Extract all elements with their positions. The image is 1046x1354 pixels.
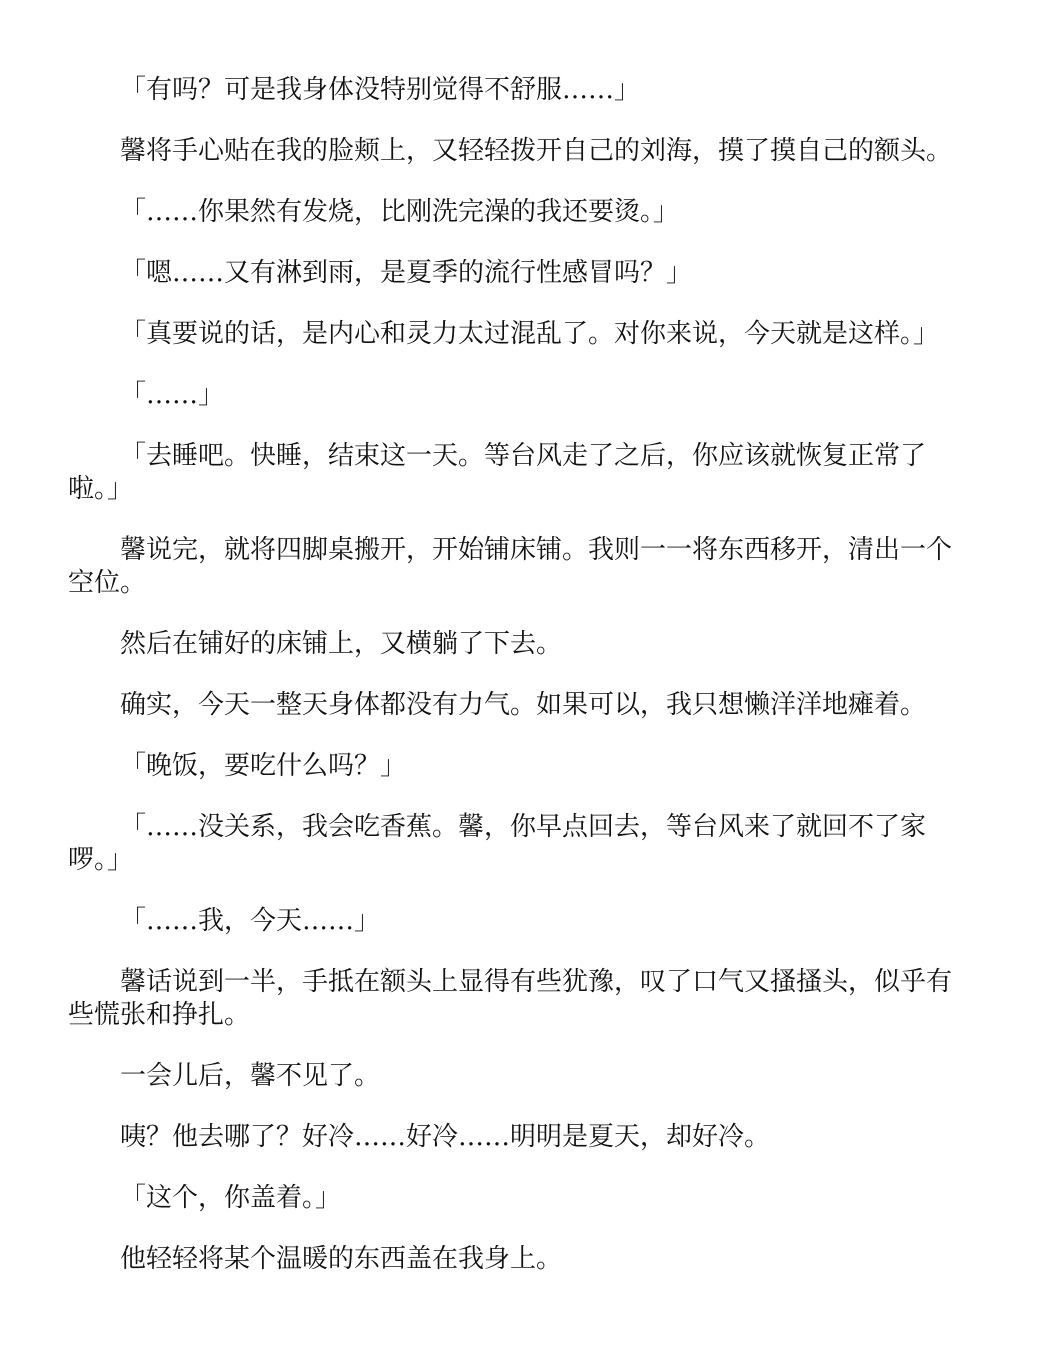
paragraph: 馨说完，就将四脚桌搬开，开始铺床铺。我则一一将东西移开，清出一个空位。 [68,535,953,598]
paragraph: 他轻轻将某个温暖的东西盖在我身上。 [120,1244,563,1274]
paragraph: 确实，今天一整天身体都没有力气。如果可以，我只想懒洋洋地瘫着。 [120,690,927,720]
paragraph: 「这个，你盖着。」 [120,1183,342,1213]
paragraph: 「……我，今天……」 [120,906,381,936]
paragraph: 「真要说的话，是内心和灵力太过混乱了。对你来说，今天就是这样。」 [120,319,940,349]
paragraph: 馨话说到一半，手抵在额头上显得有些犹豫，叹了口气又搔搔头，似乎有些慌张和挣扎。 [68,967,953,1030]
paragraph: 「嗯……又有淋到雨，是夏季的流行性感冒吗？」 [120,258,693,288]
paragraph: 咦？他去哪了？好冷……好冷……明明是夏天，却好冷。 [120,1122,771,1152]
paragraph: 馨将手心贴在我的脸颊上，又轻轻拨开自己的刘海，摸了摸自己的额头。 [120,136,953,166]
paragraph: 「有吗？可是我身体没特别觉得不舒服……」 [120,75,641,105]
document-page [68,74,976,1304]
paragraph: 「……」 [120,380,225,410]
paragraph: 「去睡吧。快睡，结束这一天。等台风走了之后，你应该就恢复正常了啦。」 [68,441,927,504]
paragraph: 一会儿后，馨不见了。 [120,1061,381,1091]
paragraph: 「……你果然有发烧，比刚洗完澡的我还要烫。」 [120,197,680,227]
paragraph: 「……没关系，我会吃香蕉。馨，你早点回去，等台风来了就回不了家啰。」 [68,812,927,875]
paragraph: 「晚饭，要吃什么吗？」 [120,751,407,781]
paragraph: 然后在铺好的床铺上，又横躺了下去。 [120,629,563,659]
